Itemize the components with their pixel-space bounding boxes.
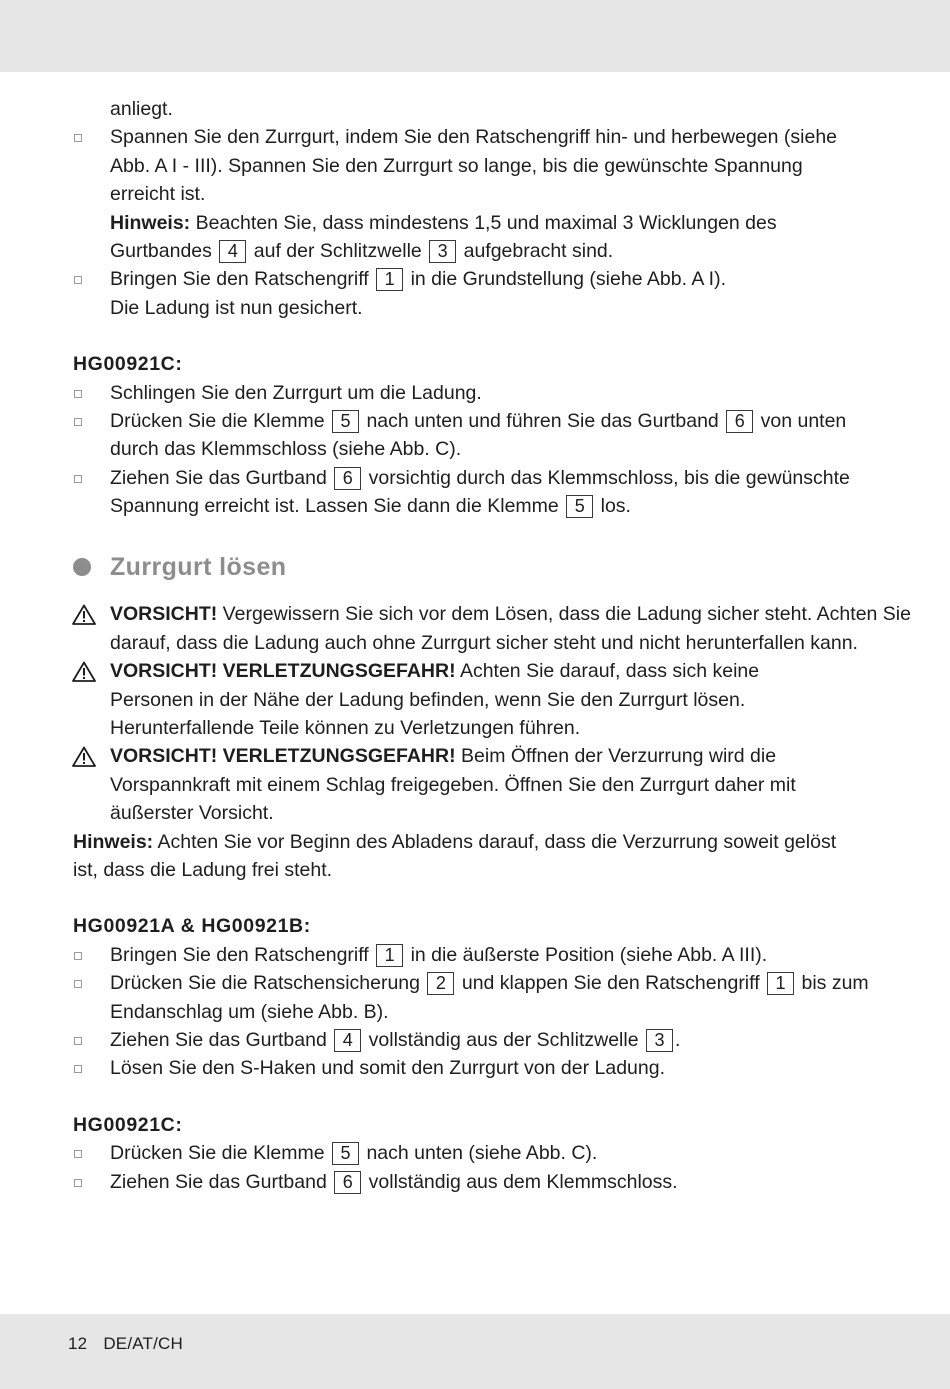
list-item-text: Die Ladung ist nun gesichert. <box>110 296 363 319</box>
checkbox-bullet-icon <box>74 1065 82 1073</box>
note-text: ist, dass die Ladung frei steht. <box>73 858 333 881</box>
note-text: Achten Sie vor Beginn des Abladens darauf, dass die Verzurrung soweit gelöst <box>157 830 837 853</box>
list-item-text: vollständig aus der Schlitzwelle <box>368 1028 639 1051</box>
header-band <box>0 0 950 72</box>
note-text: Gurtbandes <box>110 239 212 262</box>
text-line <box>0 492 950 520</box>
warning-label: VORSICHT! VERLETZUNGSGEFAHR! <box>110 660 456 683</box>
part-number-box: 5 <box>332 410 359 433</box>
subheading <box>0 350 950 378</box>
list-item-text: nach unten und führen Sie das Gurtband <box>366 409 719 432</box>
part-number-box: 4 <box>334 1029 361 1052</box>
warning-label: VORSICHT! VERLETZUNGSGEFAHR! <box>110 745 456 768</box>
text-line <box>0 237 950 265</box>
checkbox-bullet-icon <box>74 276 82 284</box>
warning-text: Achten Sie darauf, dass sich keine <box>459 660 760 683</box>
list-item <box>0 1026 950 1054</box>
list-item <box>0 379 950 407</box>
list-item <box>0 464 950 492</box>
list-item-text: erreicht ist. <box>110 183 206 206</box>
warning-text: Herunterfallende Teile können zu Verletzungen führen. <box>110 717 581 740</box>
text-line <box>0 998 950 1026</box>
warning-text: äußerster Vorsicht. <box>110 802 274 825</box>
page-content <box>0 95 950 1196</box>
part-number-box: 4 <box>219 240 246 263</box>
list-item-text: Drücken Sie die Klemme <box>110 1142 325 1165</box>
part-number-box: 6 <box>334 467 361 490</box>
list-item <box>0 123 950 151</box>
part-number-box: 1 <box>376 944 403 967</box>
note-label: Hinweis: <box>73 830 154 853</box>
warning-text: Vorspannkraft mit einem Schlag freigegeben. Öffnen Sie den Zurrgurt daher mit <box>110 773 796 796</box>
list-item <box>0 1168 950 1196</box>
part-number-box: 5 <box>332 1142 359 1165</box>
checkbox-bullet-icon <box>74 1179 82 1187</box>
note-text: aufgebracht sind. <box>463 239 614 262</box>
list-item-text: Drücken Sie die Klemme <box>110 409 325 432</box>
list-item-text: vorsichtig durch das Klemmschloss, bis die gewünschte <box>368 466 850 489</box>
warning-text: Beim Öffnen der Verzurrung wird die <box>461 745 777 768</box>
list-item-text: bis zum <box>801 972 869 995</box>
text-line <box>0 856 950 884</box>
subheading-text: HG00921A & HG00921B: <box>73 915 311 938</box>
list-item-text: von unten <box>760 409 847 432</box>
list-item-text: Ziehen Sie das Gurtband <box>110 1028 327 1051</box>
warning-line <box>0 657 950 685</box>
warning-triangle-icon <box>72 604 96 625</box>
list-item-text: Drücken Sie die Ratschensicherung <box>110 972 421 995</box>
subheading <box>0 912 950 940</box>
list-item <box>0 1139 950 1167</box>
list-item-text: Abb. A I - III). Spannen Sie den Zurrgurt so lange, bis die gewünschte Spannung <box>110 154 803 177</box>
warning-triangle-icon <box>72 661 96 682</box>
warning-line <box>0 742 950 770</box>
list-item <box>0 1054 950 1082</box>
warning-line <box>0 600 950 628</box>
locale-label: DE/AT/CH <box>103 1334 183 1353</box>
part-number-box: 6 <box>726 410 753 433</box>
checkbox-bullet-icon <box>74 980 82 988</box>
text-line <box>0 686 950 714</box>
part-number-box: 3 <box>429 240 456 263</box>
warning-text: Personen in der Nähe der Ladung befinden, wenn Sie den Zurrgurt lösen. <box>110 688 746 711</box>
text-line <box>0 180 950 208</box>
list-item-text: los. <box>600 495 631 518</box>
list-item-text: . <box>674 1028 681 1051</box>
note-line <box>0 828 950 856</box>
text-line <box>0 629 950 657</box>
note-text: Beachten Sie, dass mindestens 1,5 und maximal 3 Wicklungen des <box>195 211 777 234</box>
list-item-text: Ziehen Sie das Gurtband <box>110 466 327 489</box>
part-number-box: 3 <box>646 1029 673 1052</box>
part-number-box: 1 <box>376 268 403 291</box>
subheading-text: HG00921C: <box>73 1113 183 1136</box>
list-item-text: Endanschlag um (siehe Abb. B). <box>110 1000 389 1023</box>
list-item-text: nach unten (siehe Abb. C). <box>366 1142 598 1165</box>
warning-text: darauf, dass die Ladung auch ohne Zurrgurt sicher steht und nicht herunterfallen kann. <box>110 631 858 654</box>
checkbox-bullet-icon <box>74 1150 82 1158</box>
text-line <box>0 771 950 799</box>
note-text: auf der Schlitzwelle <box>253 239 422 262</box>
list-item-text: Spannung erreicht ist. Lassen Sie dann die Klemme <box>110 495 559 518</box>
warning-text: Vergewissern Sie sich vor dem Lösen, dass die Ladung sicher steht. Achten Sie <box>222 603 911 626</box>
list-item-text: Ziehen Sie das Gurtband <box>110 1170 327 1193</box>
checkbox-bullet-icon <box>74 418 82 426</box>
text-line <box>0 152 950 180</box>
text-line <box>0 435 950 463</box>
part-number-box: 2 <box>427 972 454 995</box>
list-item-text: in die Grundstellung (siehe Abb. A I). <box>410 268 727 291</box>
text-line <box>0 294 950 322</box>
text-line <box>0 95 950 123</box>
note-label: Hinweis: <box>110 211 191 234</box>
part-number-box: 1 <box>767 972 794 995</box>
list-item-text: vollständig aus dem Klemmschloss. <box>368 1170 678 1193</box>
checkbox-bullet-icon <box>74 1037 82 1045</box>
list-item <box>0 265 950 293</box>
note-line <box>0 209 950 237</box>
checkbox-bullet-icon <box>74 475 82 483</box>
text-line <box>0 799 950 827</box>
section-title: Zurrgurt lösen <box>110 553 287 582</box>
list-item-text: durch das Klemmschloss (siehe Abb. C). <box>110 438 462 461</box>
subheading-text: HG00921C: <box>73 353 183 376</box>
checkbox-bullet-icon <box>74 134 82 142</box>
list-item <box>0 407 950 435</box>
section-bullet-icon <box>73 558 91 576</box>
paragraph-text: anliegt. <box>110 98 173 120</box>
list-item-text: Lösen Sie den S-Haken und somit den Zurrgurt von der Ladung. <box>110 1057 666 1080</box>
part-number-box: 5 <box>566 495 593 518</box>
subheading <box>0 1111 950 1139</box>
list-item-text: Spannen Sie den Zurrgurt, indem Sie den Ratschengriff hin- und herbewegen (siehe <box>110 126 838 149</box>
list-item-text: Bringen Sie den Ratschengriff <box>110 268 369 291</box>
part-number-box: 6 <box>334 1171 361 1194</box>
list-item-text: Bringen Sie den Ratschengriff <box>110 943 369 966</box>
list-item <box>0 969 950 997</box>
page-number: 12 <box>68 1334 88 1353</box>
list-item-text: Schlingen Sie den Zurrgurt um die Ladung. <box>110 381 482 404</box>
warning-label: VORSICHT! <box>110 603 218 626</box>
checkbox-bullet-icon <box>74 952 82 960</box>
text-line <box>0 714 950 742</box>
checkbox-bullet-icon <box>74 390 82 398</box>
warning-triangle-icon <box>72 746 96 767</box>
section-heading <box>0 538 950 596</box>
page-footer <box>68 1334 183 1354</box>
list-item-text: in die äußerste Position (siehe Abb. A III). <box>410 943 768 966</box>
list-item <box>0 941 950 969</box>
list-item-text: und klappen Sie den Ratschengriff <box>461 972 760 995</box>
